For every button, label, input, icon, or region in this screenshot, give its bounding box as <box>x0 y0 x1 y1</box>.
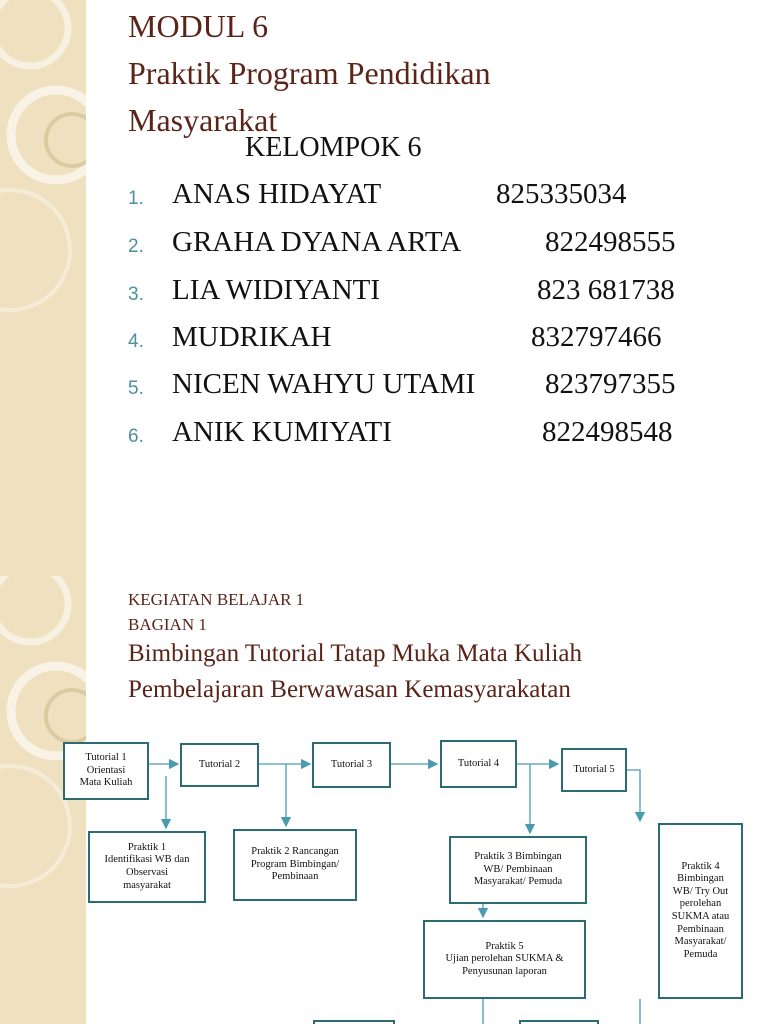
slide-2 <box>0 576 768 1024</box>
arrow-t5-p4 <box>627 770 640 821</box>
section-subheading: BAGIAN 1 <box>128 615 207 634</box>
member-number: 5. <box>128 378 144 399</box>
flow-box-label: Tutorial 3 <box>330 758 373 770</box>
member-item <box>128 274 748 314</box>
flow-box-label: Praktik 3 Bimbingan WB/ Pembinaan Masyarakat/ Pemuda <box>473 851 563 888</box>
member-name: ANAS HIDAYAT <box>172 178 382 210</box>
flow-box-tutorial-1 <box>63 742 149 800</box>
slide-title-line-2: Pembelajaran Berwawasan Kemasyarakatan <box>128 676 571 703</box>
member-name: MUDRIKAH <box>172 321 332 353</box>
flow-box-praktik-3 <box>449 836 587 904</box>
flow-box-tutorial-5 <box>561 748 627 792</box>
slide-title-line-1: MODUL 6 <box>128 8 269 44</box>
member-number: 4. <box>128 331 144 352</box>
member-item <box>128 178 748 218</box>
member-item <box>128 226 748 266</box>
member-item <box>128 321 748 361</box>
member-name: NICEN WAHYU UTAMI <box>172 368 476 400</box>
flow-box-praktik-1 <box>88 831 206 903</box>
flow-box-tutorial-3 <box>312 742 391 788</box>
member-number: 2. <box>128 236 144 257</box>
member-name: ANIK KUMIYATI <box>172 416 392 448</box>
member-item <box>128 416 748 456</box>
member-name: LIA WIDIYANTI <box>172 274 381 306</box>
member-item <box>128 368 748 408</box>
flow-box-praktik-4 <box>658 823 743 999</box>
flow-box-label: Tutorial 5 <box>573 763 615 775</box>
flow-box-partial <box>313 1020 395 1024</box>
decorative-strip <box>0 0 86 576</box>
member-nim: 825335034 <box>496 178 627 210</box>
flow-box-label: Praktik 1 Identifikasi WB dan Observasi masyarakat <box>104 841 190 891</box>
flow-box-label: Tutorial 1 Orientasi Mata Kuliah <box>79 752 133 789</box>
flow-box-label: Praktik 5 Ujian perolehan SUKMA & Penyusunan laporan <box>445 940 564 977</box>
section-heading: KEGIATAN BELAJAR 1 <box>128 590 305 609</box>
member-number: 3. <box>128 284 144 305</box>
group-label: KELOMPOK 6 <box>245 132 422 163</box>
member-number: 1. <box>128 188 144 209</box>
flow-box-label: Praktik 2 Rancangan Program Bimbingan/ Pembinaan <box>250 846 340 883</box>
flow-box-label: Tutorial 2 <box>198 758 241 770</box>
slide-title-line-2: Praktik Program Pendidikan <box>128 55 491 91</box>
member-name: GRAHA DYANA ARTA <box>172 226 462 258</box>
member-nim: 822498555 <box>545 226 676 258</box>
member-nim: 823 681738 <box>537 274 675 306</box>
circle-ornament-icon <box>0 0 86 576</box>
slide-title-line-1: Bimbingan Tutorial Tatap Muka Mata Kuliah <box>128 640 583 667</box>
member-nim: 832797466 <box>531 321 662 353</box>
flow-box-label: Praktik 4 Bimbingan WB/ Try Out perolehan SUKMA atau Pembinaan Masyarakat/ Pemuda <box>671 860 730 960</box>
slide-title-line-3: Masyarakat <box>128 102 278 138</box>
flow-box-praktik-2 <box>233 829 357 901</box>
flow-box-label: Tutorial 4 <box>457 757 500 769</box>
flow-box-praktik-5 <box>423 920 586 999</box>
member-nim: 823797355 <box>545 368 676 400</box>
member-nim: 822498548 <box>542 416 673 448</box>
flow-box-tutorial-2 <box>180 743 259 787</box>
flowchart-connectors <box>0 576 768 1024</box>
flow-box-partial <box>519 1020 599 1024</box>
flow-box-tutorial-4 <box>440 740 517 788</box>
member-number: 6. <box>128 426 144 447</box>
